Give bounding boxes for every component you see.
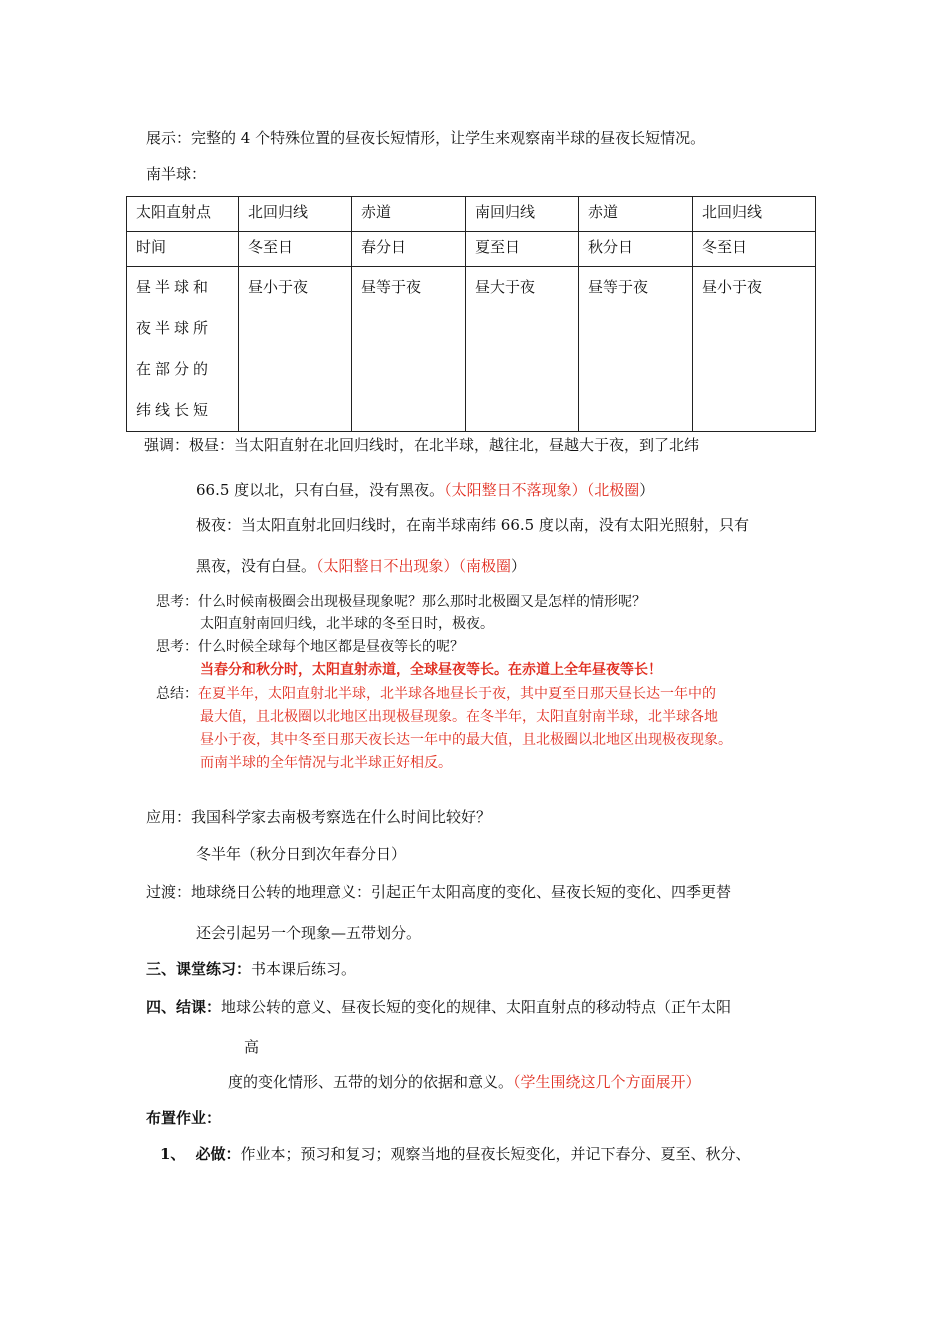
table-cell: 北回归线 (693, 197, 816, 232)
emphasis-polar-day: 66.5 度以北，只有白昼，没有黑夜。 (196, 481, 445, 499)
emphasis-line-4 (196, 555, 526, 577)
day-night-table (126, 196, 816, 432)
table-cell: 太阳直射点 (127, 197, 239, 232)
emphasis-line-2 (196, 479, 654, 501)
table-cell: 北回归线 (239, 197, 352, 232)
table-cell: 昼等于夜 (352, 267, 466, 432)
homework-item-number: 1、 (160, 1145, 186, 1163)
practice-text: 书本课后练习。 (251, 960, 357, 978)
closing-line-3 (228, 1071, 701, 1093)
emphasis-line-1: 强调：极昼：当太阳直射在北回归线时，在北半球，越往北，昼越大于夜，到了北纬 (144, 436, 700, 454)
emphasis-close: ） (639, 481, 655, 499)
practice-heading: 三、课堂练习： (146, 960, 252, 978)
emphasis-note: （太阳整日不落现象） (444, 481, 587, 499)
table-cell: 秋分日 (579, 232, 693, 267)
homework-item-label: 必做： (195, 1145, 241, 1163)
think-question-2: 思考：什么时候全球每个地区都是昼夜等长的呢？ (156, 639, 464, 655)
summary-line-2: 最大值，且北极圈以北地区出现极昼现象。在冬半年，太阳直射南半球，北半球各地 (200, 709, 718, 725)
table-cell: 夏至日 (466, 232, 579, 267)
emphasis-note: （太阳整日不出现象） (316, 557, 459, 575)
homework-item-1 (160, 1143, 750, 1165)
table-row (127, 267, 816, 432)
closing-note: （学生围绕这几个方面展开） (513, 1073, 701, 1091)
transition-line-2: 还会引起另一个现象—五带划分。 (196, 924, 422, 942)
table-cell: 赤道 (352, 197, 466, 232)
table-cell: 冬至日 (693, 232, 816, 267)
homework-item-text: 作业本；预习和复习；观察当地的昼夜长短变化，并记下春分、夏至、秋分、 (240, 1145, 751, 1163)
table-cell: 昼小于夜 (693, 267, 816, 432)
table-cell: 昼大于夜 (466, 267, 579, 432)
intro-line (146, 127, 705, 149)
summary-label: 总结： (156, 686, 198, 702)
think-answer-1: 太阳直射南回归线，北半球的冬至日时，极夜。 (200, 616, 494, 632)
emphasis-polar-night: 黑夜，没有白昼。 (196, 557, 317, 575)
emphasis-note: （南极圈 (458, 557, 512, 575)
emphasis-note: （北极圈 (586, 481, 640, 499)
emphasis-close: ） (511, 557, 527, 575)
table-cell: 时间 (127, 232, 239, 267)
table-cell: 春分日 (352, 232, 466, 267)
closing-line-2: 高 (244, 1038, 260, 1056)
intro-text: 完整的 4 个特殊位置的昼夜长短情形，让学生来观察南半球的昼夜长短情况。 (191, 129, 706, 147)
table-cell: 南回归线 (466, 197, 579, 232)
south-hemisphere-label: 南半球： (146, 165, 207, 183)
intro-label: 展示： (146, 129, 192, 147)
emphasis-line-3: 极夜：当太阳直射北回归线时，在南半球南纬 66.5 度以南，没有太阳光照射，只有 (196, 516, 749, 534)
closing-line-1 (146, 996, 731, 1018)
table-row (127, 232, 816, 267)
practice-line (146, 958, 356, 980)
think-question-1: 思考：什么时候南极圈会出现极昼现象呢？那么那时北极圈又是怎样的情形呢？ (156, 594, 646, 610)
table-row (127, 197, 816, 232)
closing-text: 地球公转的意义、昼夜长短的变化的规律、太阳直射点的移动特点（正午太阳 (221, 998, 732, 1016)
transition-line-1: 过渡：地球绕日公转的地理意义：引起正午太阳高度的变化、昼夜长短的变化、四季更替 (146, 883, 732, 901)
summary-text: 在夏半年，太阳直射北半球，北半球各地昼长于夜，其中夏至日那天昼长达一年中的 (198, 686, 716, 702)
think-answer-2: 当春分和秋分时，太阳直射赤道，全球昼夜等长。在赤道上全年昼夜等长！ (200, 662, 662, 678)
closing-heading: 四、结课： (146, 998, 222, 1016)
table-cell: 冬至日 (239, 232, 352, 267)
application-answer: 冬半年（秋分日到次年春分日） (196, 845, 407, 863)
summary-line-4: 而南半球的全年情况与北半球正好相反。 (200, 755, 452, 771)
summary-line-1 (156, 683, 716, 705)
application-question: 应用：我国科学家去南极考察选在什么时间比较好？ (146, 808, 492, 826)
table-cell: 昼半球和夜半球所在部分的纬线长短 (127, 267, 239, 432)
table-cell: 昼等于夜 (579, 267, 693, 432)
closing-text-2: 度的变化情形、五带的划分的依据和意义。 (228, 1073, 514, 1091)
table-cell: 赤道 (579, 197, 693, 232)
summary-line-3: 昼小于夜，其中冬至日那天夜长达一年中的最大值，且北极圈以北地区出现极夜现象。 (200, 732, 732, 748)
homework-heading: 布置作业： (146, 1109, 222, 1127)
table-cell: 昼小于夜 (239, 267, 352, 432)
